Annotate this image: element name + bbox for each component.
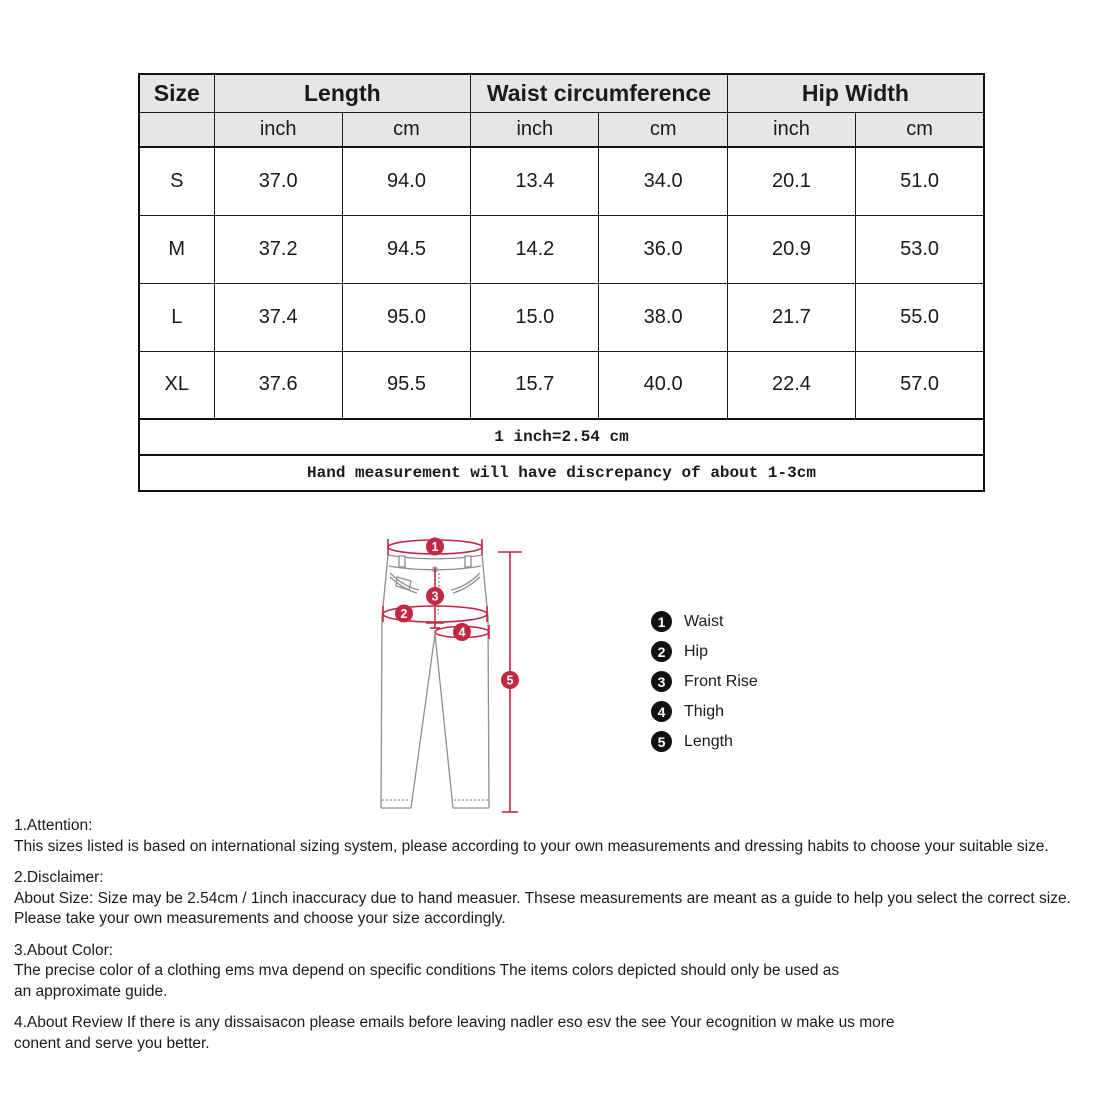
unit-header: cm — [856, 112, 984, 147]
legend-badge-3: 3 — [651, 671, 672, 692]
value-cell: 37.0 — [214, 147, 342, 215]
legend-badge-5: 5 — [651, 731, 672, 752]
size-cell: L — [139, 283, 214, 351]
callout-badges — [395, 538, 519, 690]
measurement-discrepancy-note: Hand measurement will have discrepancy of about 1-3cm — [139, 455, 984, 491]
about-review-text-1: 4.About Review If there is any dissaisacon please emails before leaving nadler eso esv the see Your ecognition w make us more — [14, 1014, 895, 1031]
waist-group-header: Waist circumference — [471, 74, 728, 112]
unit-header: inch — [471, 112, 599, 147]
size-chart-table — [138, 73, 985, 492]
legend-item-length — [651, 731, 758, 752]
about-color-heading: 3.About Color: — [14, 941, 114, 959]
empty-corner-cell — [139, 112, 214, 147]
value-cell: 55.0 — [856, 283, 984, 351]
value-cell: 34.0 — [599, 147, 727, 215]
unit-header: inch — [727, 112, 855, 147]
value-cell: 21.7 — [727, 283, 855, 351]
attention-heading: 1.Attention: — [14, 817, 93, 834]
measurement-marks — [383, 539, 522, 812]
size-cell: S — [139, 147, 214, 215]
cell-corner-marker-icon — [727, 74, 731, 75]
legend-label-front-rise: Front Rise — [684, 672, 758, 690]
value-cell: 95.5 — [342, 351, 470, 419]
callout-4-number: 4 — [458, 625, 466, 640]
measurement-legend — [651, 611, 758, 761]
belt-loop — [465, 556, 471, 567]
legend-label-hip: Hip — [684, 642, 709, 660]
legend-badge-1: 1 — [651, 611, 672, 632]
about-color-section — [14, 941, 1094, 1003]
conversion-note: 1 inch=2.54 cm — [139, 419, 984, 455]
about-review-text-2: conent and serve you better. — [14, 1034, 210, 1052]
value-cell: 51.0 — [856, 147, 984, 215]
hip-group-label: Hip Width — [801, 79, 909, 106]
disclaimer-section — [14, 868, 1094, 930]
value-cell: 37.4 — [214, 283, 342, 351]
about-color-text-2: an approximate guide. — [14, 982, 168, 1000]
about-review-section — [14, 1013, 1094, 1054]
value-cell: 95.0 — [342, 283, 470, 351]
table-unit-row — [139, 112, 984, 147]
table-conversion-row — [139, 419, 984, 455]
attention-section — [14, 816, 1094, 857]
value-cell: 94.5 — [342, 215, 470, 283]
value-cell: 20.1 — [727, 147, 855, 215]
attention-text: This sizes listed is based on international sizing system, please according to your own measurements and dressing habits to choose your suitable size. — [14, 837, 1049, 855]
value-cell: 37.2 — [214, 215, 342, 283]
value-cell: 36.0 — [599, 215, 727, 283]
callout-5-number: 5 — [506, 673, 514, 688]
length-group-header: Length — [214, 74, 471, 112]
unit-header: cm — [599, 112, 727, 147]
legend-label-thigh: Thigh — [684, 702, 725, 720]
callout-3-number: 3 — [431, 589, 439, 604]
value-cell: 57.0 — [856, 351, 984, 419]
value-cell: 13.4 — [471, 147, 599, 215]
unit-header: cm — [342, 112, 470, 147]
legend-item-hip — [651, 641, 758, 662]
legend-item-waist — [651, 611, 758, 632]
table-row-m — [139, 215, 984, 283]
value-cell: 20.9 — [727, 215, 855, 283]
legend-label-waist: Waist — [684, 612, 724, 630]
size-column-header: Size — [139, 74, 214, 112]
size-cell: XL — [139, 351, 214, 419]
about-color-text-1: The precise color of a clothing ems mva depend on specific conditions The items colors depicted should only be used as — [14, 962, 840, 979]
disclaimer-text-1: About Size: Size may be 2.54cm / 1inch inaccuracy due to hand measuer. Thsese measurements are meant as a guide to help you select the correct size. — [14, 889, 1071, 907]
legend-item-front-rise — [651, 671, 758, 692]
value-cell: 37.6 — [214, 351, 342, 419]
hip-group-header — [727, 74, 984, 112]
table-row-s — [139, 147, 984, 215]
value-cell: 53.0 — [856, 215, 984, 283]
value-cell: 22.4 — [727, 351, 855, 419]
table-header-row — [139, 74, 984, 112]
callout-1-number: 1 — [431, 540, 439, 554]
callout-2-number: 2 — [400, 607, 408, 621]
size-cell: M — [139, 215, 214, 283]
legend-badge-4: 4 — [651, 701, 672, 722]
legend-badge-2: 2 — [651, 641, 672, 662]
table-row-xl — [139, 351, 984, 419]
pants-measurement-diagram — [355, 527, 535, 822]
value-cell: 15.7 — [471, 351, 599, 419]
value-cell: 40.0 — [599, 351, 727, 419]
table-row-l — [139, 283, 984, 351]
value-cell: 15.0 — [471, 283, 599, 351]
legend-label-length: Length — [684, 732, 733, 750]
value-cell: 14.2 — [471, 215, 599, 283]
belt-loop — [399, 556, 405, 567]
legend-item-thigh — [651, 701, 758, 722]
table-discrepancy-row — [139, 455, 984, 491]
disclaimer-text-2: Please take your own measurements and choose your size accordingly. — [14, 910, 506, 927]
value-cell: 94.0 — [342, 147, 470, 215]
bottom-notes — [14, 816, 1094, 1065]
disclaimer-heading: 2.Disclaimer: — [14, 869, 104, 886]
value-cell: 38.0 — [599, 283, 727, 351]
unit-header: inch — [214, 112, 342, 147]
